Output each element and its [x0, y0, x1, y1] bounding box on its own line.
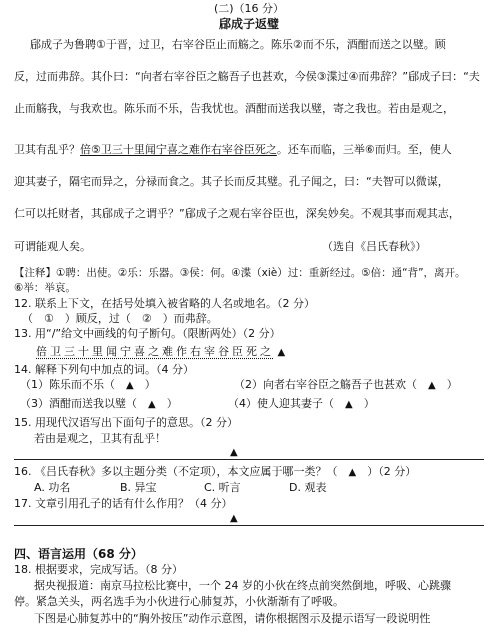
section-score: (二)（16 分）	[213, 2, 285, 15]
note-line-1: 【注释】①聘：出使。②乐：乐器。③侯：何。④渫（xiè）过：重新经过。⑤倍：通“背”，离开。	[14, 267, 466, 279]
section-4-title: 四、语言运用（68 分）	[14, 547, 143, 561]
answer-triangle-17: ▲	[230, 513, 238, 524]
answer-triangle-15: ▲	[230, 447, 238, 458]
q18-paragraph-3: 下图是心肺复苏中的“胸外按压”动作示意图，请你根据图示及提示语写一段说明性	[34, 612, 431, 625]
question-16: 16. 《吕氏春秋》多以主题分类（不定项），本文应属于哪一类？（ ▲ ）（2 分）	[14, 465, 417, 478]
question-14-item-1: （1）陈乐而不乐（ ▲ ）	[20, 378, 156, 391]
passage-line-7: 可谓能观人矣。	[14, 240, 91, 253]
passage-line-5: 迎其妻子，隔宅而异之，分禄而食之。其子长而反其璧。孔子闻之，曰：“夫智可以微谋，	[14, 175, 449, 188]
answer-triangle: ▲	[277, 347, 286, 358]
passage-line-4: 卫其有乱乎？倍⑤卫三十里闻宁喜之难作右宰谷臣死之。还车而临，三举⑥而归。至，使人	[14, 143, 452, 156]
answer-line-15	[14, 459, 484, 460]
question-14-item-2: （2）向者右宰谷臣之觞吾子也甚欢（ ▲ ）	[234, 378, 458, 391]
question-13-sentence: 倍卫三十里闻宁喜之难作右宰谷臣死之 ▲	[36, 345, 286, 358]
q16-option-c: C. 听言	[204, 481, 241, 494]
q16-option-a: A. 功名	[34, 481, 71, 494]
q16-option-d: D. 观表	[289, 481, 327, 494]
question-14-item-3: （3）酒酣而送我以璧（ ▲ ）	[20, 397, 178, 410]
passage-line-6: 仁可以托财者，其郈成子之谓乎？”郈成子之观右宰谷臣也，深矣妙矣。不观其事而观其志，	[14, 207, 460, 220]
passage-line-2: 反，过而弗辞。其仆曰：“向者右宰谷臣之觞吾子也甚欢，今侯③渫过④而弗辞？”郈成子曰：“夫	[14, 70, 480, 83]
q18-paragraph-2: 停。紧急关头，两名选手为小伙进行心肺复苏，小伙渐渐有了呼吸。	[14, 595, 344, 608]
note-line-2: ⑥举：举哀。	[14, 282, 76, 294]
question-17: 17. 文章引用孔子的话有什么作用？（4 分）	[14, 497, 233, 510]
question-15: 15. 用现代汉语写出下面句子的意思。（2 分）	[14, 416, 238, 429]
question-12: 12. 联系上下文，在括号处填入被省略的人名或地名。（2 分）	[14, 297, 315, 310]
question-12-blanks: （ ① ）顾反，过（ ② ）而弗辞。	[22, 312, 218, 325]
question-15-sentence: 若由是观之，卫其有乱乎！	[34, 432, 166, 445]
q16-option-b: B. 异宝	[120, 481, 157, 494]
question-14: 14. 解释下列句中加点的词。（4 分）	[14, 363, 194, 376]
question-14-item-4: （4）使人迎其妻子（ ▲ ）	[228, 397, 375, 410]
question-18: 18. 根据要求，完成写话。（8 分）	[14, 563, 183, 576]
passage-title: 郈成子返璧	[218, 17, 279, 31]
passage-line-3: 止而觞我，与我欢也。陈乐而不乐，告我忧也。酒酣而送我以璧，寄之我也。若由是观之，	[14, 102, 454, 115]
passage-line-1: 郈成子为鲁聘①于晋，过卫，右宰谷臣止而觞之。陈乐②而不乐，酒酣而送之以璧。顾	[30, 38, 446, 51]
answer-line-17	[14, 525, 484, 526]
q18-paragraph-1: 据央视报道：南京马拉松比赛中，一个 24 岁的小伙在终点前突然倒地，呼吸、心跳骤	[34, 579, 451, 592]
passage-source: （选自《吕氏春秋》）	[322, 240, 427, 253]
question-13: 13. 用“/”给文中画线的句子断句。（限断两处）（2 分）	[14, 327, 281, 340]
